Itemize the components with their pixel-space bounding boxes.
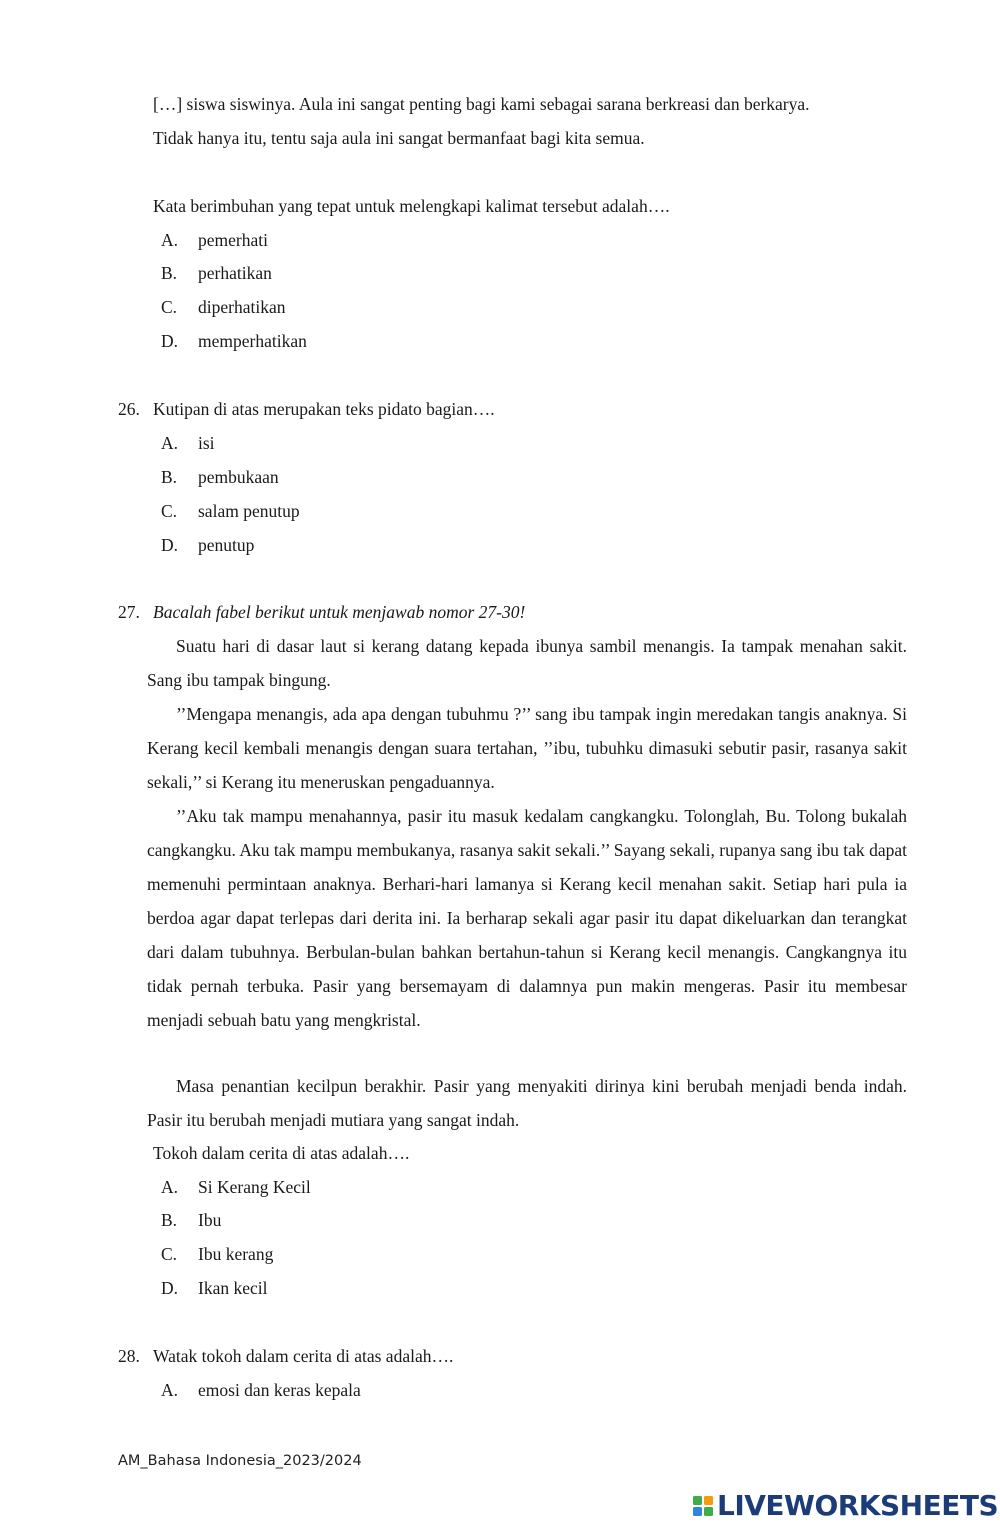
logo-square-green (693, 1496, 702, 1505)
option-text: isi (198, 433, 215, 453)
q26-number: 26. (118, 399, 140, 419)
option-text: pemerhati (198, 230, 268, 250)
option-text: Ikan kecil (198, 1278, 268, 1298)
q26-prompt: Kutipan di atas merupakan teks pidato bagian…. (153, 399, 495, 419)
option-letter: C. (161, 1244, 178, 1264)
q28-prompt: Watak tokoh dalam cerita di atas adalah…. (153, 1346, 454, 1366)
liveworksheets-brand[interactable] (692, 1488, 998, 1524)
option-text: diperhatikan (198, 297, 286, 317)
footer-doc-label: AM_Bahasa Indonesia_2023/2024 (118, 1453, 362, 1469)
option-letter: A. (161, 1177, 179, 1197)
q27-prompt: Tokoh dalam cerita di atas adalah…. (153, 1143, 410, 1163)
option-letter: A. (161, 433, 179, 453)
option-letter: D. (161, 1278, 179, 1298)
passage-line-1: […] siswa siswinya. Aula ini sangat penting bagi kami sebagai sarana berkreasi dan berkarya. (153, 94, 810, 114)
passage-line-2: Tidak hanya itu, tentu saja aula ini sangat bermanfaat bagi kita semua. (153, 128, 645, 148)
option-letter: B. (161, 263, 178, 283)
logo-square-green-2 (704, 1507, 713, 1516)
q27-number: 27. (118, 602, 140, 622)
brand-name: LIVEWORKSHEETS (717, 1489, 999, 1522)
option-letter: A. (161, 230, 179, 250)
option-text: perhatikan (198, 263, 272, 283)
option-text: Ibu (198, 1210, 222, 1230)
logo-square-orange (704, 1496, 713, 1505)
option-text: Si Kerang Kecil (198, 1177, 311, 1197)
option-letter: C. (161, 297, 178, 317)
option-text: emosi dan keras kepala (198, 1380, 361, 1400)
option-text: salam penutup (198, 501, 300, 521)
q28-number: 28. (118, 1346, 140, 1366)
story-paragraph-3: ’’Aku tak mampu menahannya, pasir itu masuk kedalam cangkangku. Tolonglah, Bu. Tolong bukalah cangkangku. Aku tak mampu membukanya, rasanya sakit sekali.’’ Sayang sekali, rupanya sang ibu tak dapat memenuhi permintaan anaknya. Berhari-hari lamanya si Kerang kecil menahan sakit. Setiap hari pula ia berdoa agar dapat terlepas dari derita ini. Ia berharap sekali agar pasir itu dapat dikeluarkan dan terangkat dari dalam tubuhnya. Berbulan-bulan bahkan bertahun-tahun si Kerang kecil menangis. Cangkangnya itu tidak pernah terbuka. Pasir yang bersemayam di dalamnya pun makin mengeras. Pasir itu membesar menjadi sebuah batu yang mengkristal. (147, 806, 907, 1030)
option-letter: D. (161, 535, 179, 555)
q27-instruction: Bacalah fabel berikut untuk menjawab nomor 27-30! (153, 602, 526, 622)
liveworksheets-logo-icon (692, 1493, 714, 1519)
story-paragraph-4: Masa penantian kecilpun berakhir. Pasir yang menyakiti dirinya kini berubah menjadi benda indah. Pasir itu berubah menjadi mutiara yang sangat indah. (147, 1076, 907, 1130)
option-letter: D. (161, 331, 179, 351)
logo-square-blue (693, 1507, 702, 1516)
option-letter: B. (161, 1210, 178, 1230)
option-letter: C. (161, 501, 178, 521)
option-letter: A. (161, 1380, 179, 1400)
option-text: pembukaan (198, 467, 279, 487)
option-text: memperhatikan (198, 331, 307, 351)
option-text: penutup (198, 535, 255, 555)
story-paragraph-1: Suatu hari di dasar laut si kerang datang kepada ibunya sambil menangis. Ia tampak menahan sakit. Sang ibu tampak bingung. (147, 636, 907, 690)
q25-prompt: Kata berimbuhan yang tepat untuk melengkapi kalimat tersebut adalah…. (153, 196, 670, 216)
option-text: Ibu kerang (198, 1244, 274, 1264)
option-letter: B. (161, 467, 178, 487)
story-paragraph-2: ’’Mengapa menangis, ada apa dengan tubuhmu ?’’ sang ibu tampak ingin meredakan tangis anaknya. Si Kerang kecil kembali menangis dengan suara tertahan, ’’ibu, tubuhku dimasuki sebutir pasir, rasanya sakit sekali,’’ si Kerang itu meneruskan pengaduannya. (147, 704, 907, 792)
